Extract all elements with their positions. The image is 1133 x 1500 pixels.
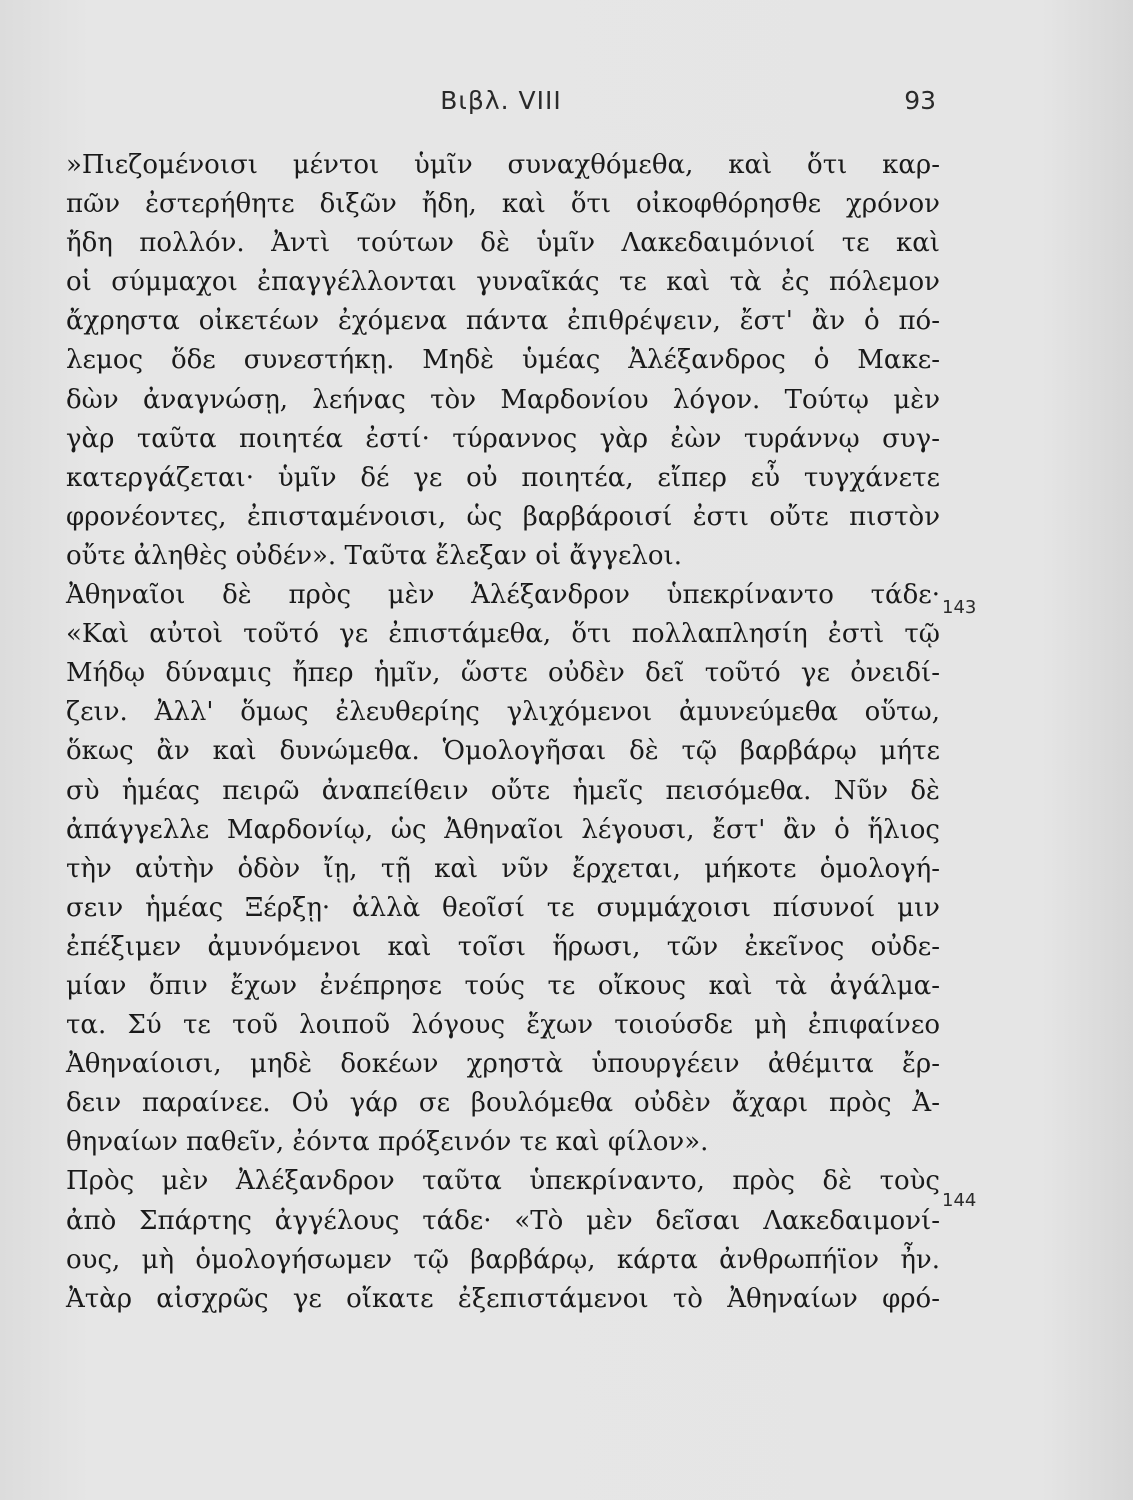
text-line: ἐπέξιμεν ἀμυνόμενοι καὶ τοῖσι ἥρωσι, τῶν ἐκεῖνος οὐδε-	[66, 931, 940, 962]
running-head-title: Βιβλ. VIII	[440, 86, 562, 115]
body-text	[66, 146, 940, 1319]
text-line: μίαν ὄπιν ἔχων ἐνέπρησε τούς τε οἴκους καὶ τὰ ἀγάλμα-	[66, 970, 940, 1001]
margin-section-number: 143	[942, 597, 977, 618]
text-line: δὼν ἀναγνώσῃ, λεήνας τὸν Μαρδονίου λόγον. Τούτῳ μὲν	[66, 384, 940, 415]
text-line: Ἀθηναίοισι, μηδὲ δοκέων χρηστὰ ὑπουργέειν ἀθέμιτα ἔρ-	[66, 1049, 940, 1080]
text-line: σὺ ἡμέας πειρῶ ἀναπείθειν οὔτε ἡμεῖς πεισόμεθα. Νῦν δὲ	[66, 775, 940, 806]
text-line: γὰρ ταῦτα ποιητέα ἐστί· τύραννος γὰρ ἐὼν τυράννῳ συγ-	[66, 423, 940, 454]
text-line: φρονέοντες, ἐπισταμένοισι, ὡς βαρβάροισί ἐστι οὔτε πιστὸν	[66, 501, 940, 532]
text-line: Ἀθηναῖοι δὲ πρὸς μὲν Ἀλέξανδρον ὑπεκρίναντο τάδε·	[66, 580, 940, 611]
text-line: πῶν ἐστερήθητε διξῶν ἤδη, καὶ ὅτι οἰκοφθόρησθε χρόνον	[66, 189, 940, 220]
text-line: ὅκως ἂν καὶ δυνώμεθα. Ὁμολογῆσαι δὲ τῷ βαρβάρῳ μήτε	[66, 736, 940, 767]
text-line: ους, μὴ ὁμολογήσωμεν τῷ βαρβάρῳ, κάρτα ἀνθρωπήϊον ἦν.	[66, 1244, 940, 1275]
text-line: δειν παραίνεε. Οὐ γάρ σε βουλόμεθα οὐδὲν ἄχαρι πρὸς Ἀ-	[66, 1088, 940, 1119]
text-line: ζειν. Ἀλλ' ὅμως ἐλευθερίης γλιχόμενοι ἀμυνεύμεθα οὕτω,	[66, 697, 940, 728]
text-line: τα. Σύ τε τοῦ λοιποῦ λόγους ἔχων τοιούσδε μὴ ἐπιφαίνεο	[66, 1010, 940, 1041]
text-line: θηναίων παθεῖν, ἐόντα πρόξεινόν τε καὶ φίλον».	[66, 1127, 709, 1158]
text-line: τὴν αὐτὴν ὁδὸν ἴῃ, τῇ καὶ νῦν ἔρχεται, μήκοτε ὁμολογή-	[66, 853, 940, 884]
text-line: ἄχρηστα οἰκετέων ἐχόμενα πάντα ἐπιθρέψειν, ἔστ' ἂν ὁ πό-	[66, 306, 940, 337]
text-line: »Πιεζομένοισι μέντοι ὑμῖν συναχθόμεθα, καὶ ὅτι καρ-	[66, 150, 940, 180]
running-head	[66, 86, 936, 126]
text-line: ἤδη πολλόν. Ἀντὶ τούτων δὲ ὑμῖν Λακεδαιμόνιοί τε καὶ	[66, 228, 940, 259]
text-line: κατεργάζεται· ὑμῖν δέ γε οὐ ποιητέα, εἴπερ εὖ τυγχάνετε	[66, 462, 940, 493]
text-line: ἀπὸ Σπάρτης ἀγγέλους τάδε· «Τὸ μὲν δεῖσαι Λακεδαιμονί-	[66, 1205, 940, 1236]
text-line: λεμος ὅδε συνεστήκῃ. Μηδὲ ὑμέας Ἀλέξανδρος ὁ Μακε-	[66, 345, 940, 376]
text-line: ἀπάγγελλε Μαρδονίῳ, ὡς Ἀθηναῖοι λέγουσι, ἔστ' ἂν ὁ ἥλιος	[66, 814, 940, 845]
text-line: «Καὶ αὐτοὶ τοῦτό γε ἐπιστάμεθα, ὅτι πολλαπλησίη ἐστὶ τῷ	[66, 619, 940, 650]
page-number: 93	[904, 86, 936, 115]
text-line: Μήδῳ δύναμις ἤπερ ἡμῖν, ὥστε οὐδὲν δεῖ τοῦτό γε ὀνειδί-	[66, 658, 940, 689]
text-line: Ἀτὰρ αἰσχρῶς γε οἴκατε ἐξεπιστάμενοι τὸ Ἀθηναίων φρό-	[66, 1283, 940, 1314]
margin-section-number: 144	[942, 1190, 977, 1211]
text-line: σειν ἡμέας Ξέρξῃ· ἀλλὰ θεοῖσί τε συμμάχοισι πίσυνοί μιν	[66, 892, 940, 923]
text-line: Πρὸς μὲν Ἀλέξανδρον ταῦτα ὑπεκρίναντο, πρὸς δὲ τοὺς	[66, 1166, 940, 1197]
text-line: οὔτε ἀληθὲς οὐδέν». Ταῦτα ἔλεξαν οἱ ἄγγελοι.	[66, 540, 683, 571]
text-line: οἱ σύμμαχοι ἐπαγγέλλονται γυναῖκάς τε καὶ τὰ ἐς πόλεμον	[66, 267, 940, 298]
